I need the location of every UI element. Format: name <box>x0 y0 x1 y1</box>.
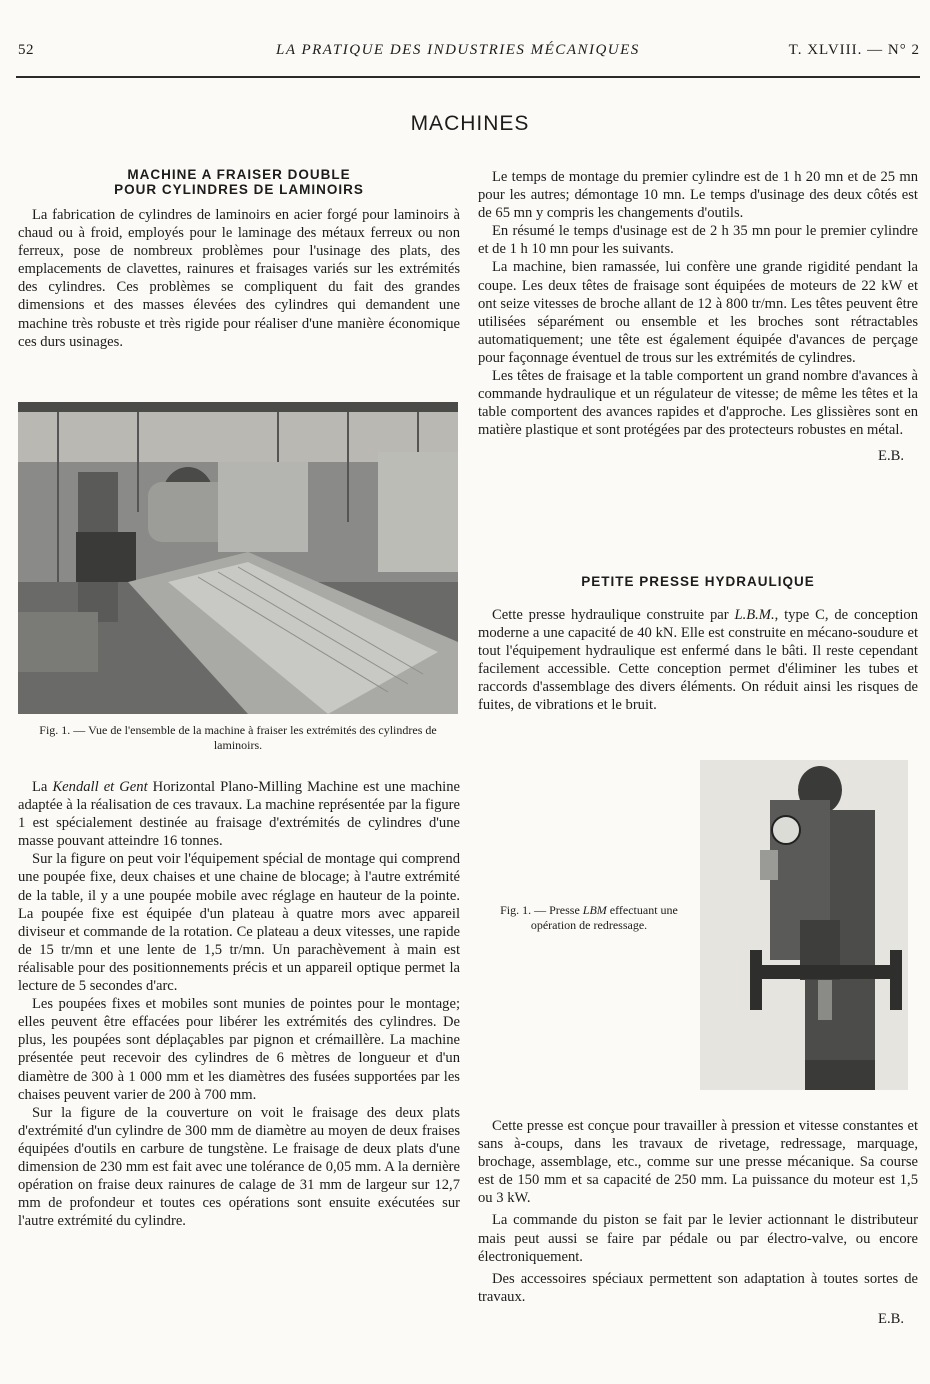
article1-paragraph-3: Les poupées fixes et mobiles sont munies de pointes pour le montage; elles peuvent être effacées pour libérer les extrémités des cylindres. De plus, les poupées sont déplaçables par pignon et crémaillère. La machine présentée peut recevoir des cylindres de 6 mètres de longueur et d'un diamètre de 300 à 1 000 mm et les diamètres des fusées supportées par les chaises peuvent varier de 200 à 700 mm. <box>18 996 460 1103</box>
article1-signature: E.B. <box>878 448 904 465</box>
hydraulic-press-photo <box>700 760 908 1090</box>
running-header <box>16 42 920 68</box>
article1-body-right <box>478 168 918 466</box>
header-rule <box>16 76 920 78</box>
article1-paragraph-8: Les têtes de fraisage et la table comportent un grand nombre d'avances à commande hydraulique et un régulateur de vitesse; de même les têtes et la table comportent des avances rapides et d'approche. Les glissières sont en matière plastique et sont protégées par des protecteurs robustes en métal. <box>478 368 918 439</box>
article1-intro: La fabrication de cylindres de laminoirs en acier forgé pour laminoirs à chaud ou à froid, employés pour le laminage des métaux ferreux ou non ferreux, pose de nombreux problèmes pour l'usinage des plats, des emplacements de clavettes, rainures et fraisages variés sur les extrémités des cylindres. Ces problèmes se compliquent du fait des grandes dimensions et des masses élevées des cylindres qui demandent une machine très robuste et très rigide pour réaliser d'une manière économique ces durs usinages. <box>18 207 460 350</box>
figure1-caption: Fig. 1. — Vue de l'ensemble de la machine à fraiser les extrémités des cylindres de laminoirs. <box>39 723 437 752</box>
page-number: 52 <box>18 42 34 58</box>
article2-block <box>478 574 918 715</box>
article2-paragraph-3: La commande du piston se fait par le levier actionnant le distributeur mais peut aussi se faire par pédale ou par électro-valve, ou encore électroniquement. <box>478 1212 918 1265</box>
issue-number: T. XLVIII. — N° 2 <box>788 42 920 58</box>
article1-paragraph-4: Sur la figure de la couverture on voit le fraisage des deux plats d'extrémité d'un cylindre de 300 mm de diamètre au moyen de deux fraises équipées d'outils en carbure de tungstène. Le fraisage de deux plats d'une dimension de 230 mm est fait avec une tolérance de 0,05 mm. A la dernière opération on fraise deux rainures de calage de 31 mm de largeur sur 12,7 mm de profondeur et toutes ces opérations sont ensuite exécutées sur l'autre extrémité du cylindre. <box>18 1104 460 1230</box>
brand-name: Kendall et Gent <box>52 779 148 795</box>
article1-paragraph-1: La Kendall et Gent Horizontal Plano-Milling Machine est une machine adaptée à la réalisation de ces travaux. La machine représentée par la figure 1 est spécialement destinée au fraisage d'extrémités de cylindres d'une masse pouvant atteindre 16 tonnes. <box>18 779 460 850</box>
article2-paragraph-1: Cette presse hydraulique construite par L.B.M., type C, de conception moderne a une capacité de 40 kN. Elle est construite en mécano-soudure et tout l'équipement hydraulique est enfermé dans le bâti. Il reste cependant facilement accessible. Cette conception permet d'éliminer les tubes et raccords d'assemblage des divers éléments. On réduit ainsi les risques de fuites, de vibrations et le bruit. <box>478 607 918 714</box>
article1-title-line1: MACHINE A FRAISER DOUBLE <box>127 167 351 182</box>
article1-paragraph-5: Le temps de montage du premier cylindre est de 1 h 20 mn et de 25 mn pour les autres; démontage 10 mn. Le temps d'usinage des deux côtés est de 65 mn y compris les changements d'outils. <box>478 169 918 222</box>
article2-title: PETITE PRESSE HYDRAULIQUE <box>581 574 815 589</box>
article2-paragraph-4: Des accessoires spéciaux permettent son adaptation à toutes sortes de travaux. <box>478 1270 918 1305</box>
maker-name: L.B.M. <box>734 607 775 623</box>
article1-paragraph-2: Sur la figure on peut voir l'équipement spécial de montage qui comprend une poupée fixe, deux chaises et une chaine de blocage; à l'autre extrémité de la table, il y a une poupée mobile avec réglage en hauteur de la pointe. La poupée fixe est équipée d'un plateau à quatre mors avec appareil diviseur et commande de la rotation. Ce plateau a deux vitesses, une rapide de 15 tr/mn et une lente de 1,5 tr/mn. Un parachèvement à main est réalisable pour des positionnements précis et un appareil optique permet la lecture de 5 secondes d'arc. <box>18 851 460 995</box>
article1-intro-block <box>18 167 460 351</box>
article2-paragraph-2: Cette presse est conçue pour travailler à pression et vitesse constantes et sans à-coups, dans les travaux de rivetage, redressage, marquage, brochage, assemblage, etc., comme sur une presse mécanique. Sa course est de 150 mm et sa capacité de 250 mm. La puissance du moteur est 1,5 ou 3 kW. <box>478 1118 918 1207</box>
journal-title: LA PRATIQUE DES INDUSTRIES MÉCANIQUES <box>276 42 640 58</box>
section-title: MACHINES <box>410 112 530 135</box>
article2-signature: E.B. <box>878 1310 904 1327</box>
milling-machine-photo <box>18 402 458 714</box>
article2-body <box>478 1117 918 1328</box>
hydraulic-press-illustration <box>700 760 908 1090</box>
article1-title <box>18 167 460 197</box>
article1-body-left <box>18 778 460 1230</box>
article1-title-line2: POUR CYLINDRES DE LAMINOIRS <box>114 182 364 197</box>
article1-paragraph-6: En résumé le temps d'usinage est de 2 h 35 mn pour le premier cylindre et de 1 h 10 mn pour les suivants. <box>478 223 918 258</box>
article1-paragraph-7: La machine, bien ramassée, lui confère une grande rigidité pendant la coupe. Les deux têtes de fraisage sont équipées de moteurs de 22 kW et ont seize vitesses de broche allant de 12 à 800 tr/mn. Les têtes peuvent être utilisées séparément ou ensemble et les broches sont rétractables automatiquement; une tête est également équipée d'avances de perçage pour façonnage éventuel de trous sur les extrémités de cylindres. <box>478 259 918 366</box>
milling-machine-illustration <box>18 402 458 714</box>
figure2-caption: Fig. 1. — Presse LBM effectuant une opération de redressage. <box>500 903 678 932</box>
